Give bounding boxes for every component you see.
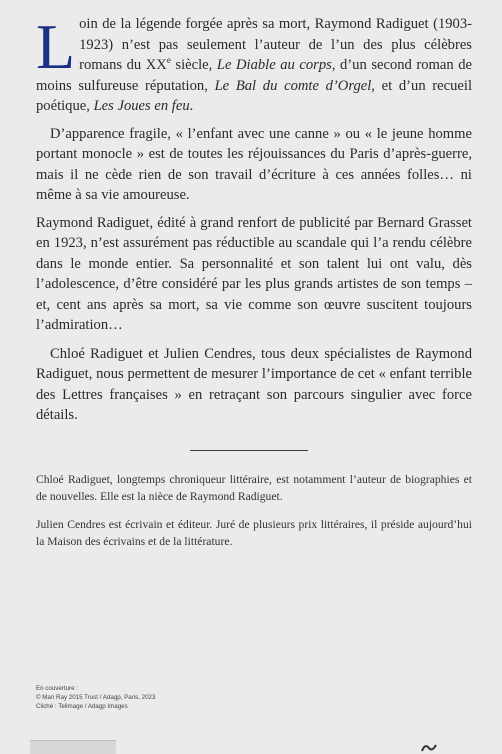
- book-title: Les Joues en feu: [93, 98, 190, 114]
- credit-line: © Man Ray 2015 Trust / Adagp, Paris, 2023: [36, 694, 156, 701]
- blurb: [36, 11, 473, 433]
- blurb-paragraph-4: Chloé Radiguet et Julien Cendres, tous deux spécialistes de Raymond Radiguet, nous permettent de mesurer l’importance de cet « enfant terrible des Lettres françaises » en retraçant son parcours singulier avec force détails.: [36, 345, 472, 423]
- blurb-paragraph-1: [36, 11, 473, 117]
- separator-rule: [190, 450, 308, 451]
- blurb-text: .: [189, 98, 194, 114]
- blurb-paragraph-2: D’apparence fragile, « l’enfant avec une canne » ou « le jeune homme portant monocle » est de toutes les réjouissances du Paris d’après-guerre, mais il ne cède rien de son travail d’écriture à ces années folles… ni même à sa vie amoureuse.: [36, 125, 472, 203]
- credit-line: Cliché : Telimage / Adagp Images: [36, 703, 128, 710]
- publisher-logo-icon: [420, 742, 438, 753]
- book-title: Le Bal du comte d’Orgel: [214, 77, 372, 94]
- drop-cap: L: [36, 11, 76, 82]
- blurb-text: siècle,: [170, 57, 217, 73]
- blurb-text: , et d’un recueil poétique,: [36, 77, 473, 114]
- author-bios: [36, 472, 472, 562]
- blurb-text: , d’un second roman de moins sulfureuse réputation,: [36, 57, 473, 94]
- photo-credits: [36, 684, 256, 711]
- barcode-area: [30, 740, 116, 754]
- bio-julien-cendres: Julien Cendres est écrivain et éditeur. Juré de plusieurs prix littéraires, il préside aujourd’hui la Maison des écrivains et de la littérature.: [36, 518, 472, 548]
- credit-line: En couverture :: [36, 685, 78, 692]
- book-title: Le Diable au corps: [216, 57, 332, 73]
- blurb-paragraph-3: Raymond Radiguet, édité à grand renfort de publicité par Bernard Grasset en 1923, n’est assurément pas réductible au scandale qui l’a rendu célèbre dans le monde entier. Sa personnalité et son talent lui ont valu, dès l’adolescence, d’être considéré par les plus grands artistes de son temps – et, cent ans après sa mort, sa vie comme son œuvre suscitent toujours l’admiration…: [36, 214, 472, 333]
- bio-chloe-radiguet: Chloé Radiguet, longtemps chroniqueur littéraire, est notamment l’auteur de biographies et de nouvelles. Elle est la nièce de Raymond Radiguet.: [36, 473, 472, 503]
- century-superscript: e: [166, 55, 171, 66]
- blurb-text: oin de la légende forgée après sa mort, Raymond Radiguet (1903-1923) n’est pas seulement l’auteur de l’un des plus célèbres romans du XX: [79, 16, 472, 73]
